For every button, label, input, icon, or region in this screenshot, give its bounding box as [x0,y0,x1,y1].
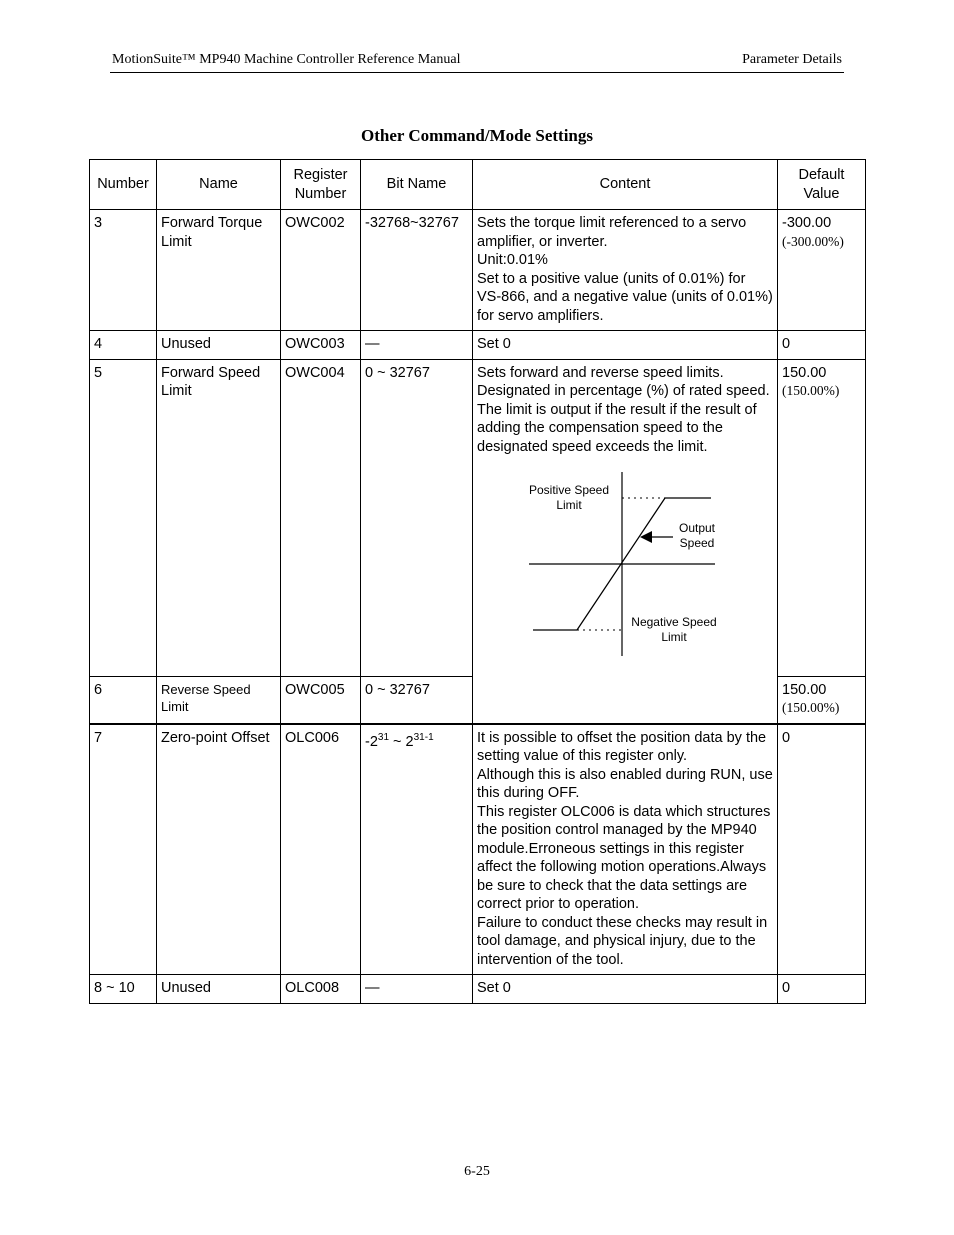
cell-default: 0 [778,975,866,1004]
cell-name: Forward Torque Limit [157,210,281,331]
table-row [90,210,866,331]
col-header-bit-name: Bit Name [361,160,473,210]
content-line: Set to a positive value (units of 0.01%) for VS-866, and a negative value (units of 0.01%) for servo amplifiers. [477,270,773,324]
col-header-name: Name [157,160,281,210]
bit-range-start: -2 [365,733,378,750]
cell-bit-name: — [361,975,473,1004]
cell-register: OLC006 [281,724,361,975]
content-line: Sets the torque limit referenced to a servo amplifier, or inverter. [477,215,747,250]
cell-bit-name: — [361,331,473,360]
speed-limit-diagram [477,464,777,659]
cell-default: 0 [778,724,866,975]
content-line: This register OLC006 is data which structures the position control managed by the MP940 module.Erroneous settings in this register affect the following motion operations.Always be sure to check that the data settings are correct prior to operation. [477,803,771,912]
cell-default [778,676,866,724]
col-header-number: Number [90,160,157,210]
cell-bit-name: 0 ~ 32767 [361,676,473,724]
table-row [90,724,866,975]
cell-bit-name [361,724,473,975]
cell-register: OLC008 [281,975,361,1004]
default-value: 150.00 [782,364,827,381]
cell-default: 0 [778,331,866,360]
header-title: MotionSuite™ MP940 Machine Controller Reference Manual [112,52,461,67]
cell-number: 6 [90,676,157,724]
content-line: The limit is output if the result if the result of adding the compensation speed to the designated speed exceeds the limit. [477,401,757,455]
table-title: Other Command/Mode Settings [360,126,593,145]
default-value: -300.00 [782,215,832,231]
cell-name: Unused [157,975,281,1004]
cell-name: Reverse Speed Limit [157,676,281,724]
default-percent: (-300.00%) [782,233,844,249]
cell-default [778,210,866,331]
cell-bit-name: -32768~32767 [361,210,473,331]
cell-content-speed-limit [473,359,778,724]
cell-content: Set 0 [473,331,778,360]
table-row [90,975,866,1004]
cell-number: 5 [90,359,157,676]
cell-register: OWC004 [281,359,361,676]
negative-limit-label: Negative Speed Limit [631,615,717,644]
cell-name: Forward Speed Limit [157,359,281,676]
content-line: Sets forward and reverse speed limits. Designated in percentage (%) of rated speed. [477,364,770,399]
content-line: Failure to conduct these checks may result in tool damage, and physical injury, due to the intervention of the tool. [477,914,768,968]
default-percent: (150.00%) [782,383,840,398]
table-row [90,331,866,360]
cell-bit-name: 0 ~ 32767 [361,359,473,676]
table-row [90,359,866,676]
bit-range-sep: ~ 2 [389,733,414,750]
col-header-default: Default Value [778,160,866,210]
cell-content [473,724,778,975]
col-header-register: Register Number [281,160,361,210]
content-line: Unit:0.01% [477,252,548,268]
positive-limit-label: Positive Speed Limit [528,483,610,512]
col-header-content: Content [473,160,778,210]
cell-name: Zero-point Offset [157,724,281,975]
table-header-row [90,160,866,210]
content-line: It is possible to offset the position data by the setting value of this register only. [477,729,767,764]
cell-register: OWC005 [281,676,361,724]
cell-number: 8 ~ 10 [90,975,157,1004]
cell-default [778,359,866,676]
bit-range-exp2: 31-1 [413,731,434,743]
output-speed-label: Output Speed [678,521,716,550]
cell-content [473,210,778,331]
default-percent: (150.00%) [782,700,840,715]
cell-register: OWC002 [281,210,361,331]
cell-number: 3 [90,210,157,331]
content-line: Although this is also enabled during RUN, use this during OFF. [477,766,773,801]
page-number: 6-25 [464,1164,490,1179]
cell-number: 4 [90,331,157,360]
cell-number: 7 [90,724,157,975]
bit-range-exp1: 31 [377,731,390,743]
settings-table [89,159,866,1004]
default-value: 150.00 [782,681,827,698]
cell-name: Unused [157,331,281,360]
cell-register: OWC003 [281,331,361,360]
header-rule [110,72,844,73]
cell-content: Set 0 [473,975,778,1004]
header-section: Parameter Details [742,52,842,67]
